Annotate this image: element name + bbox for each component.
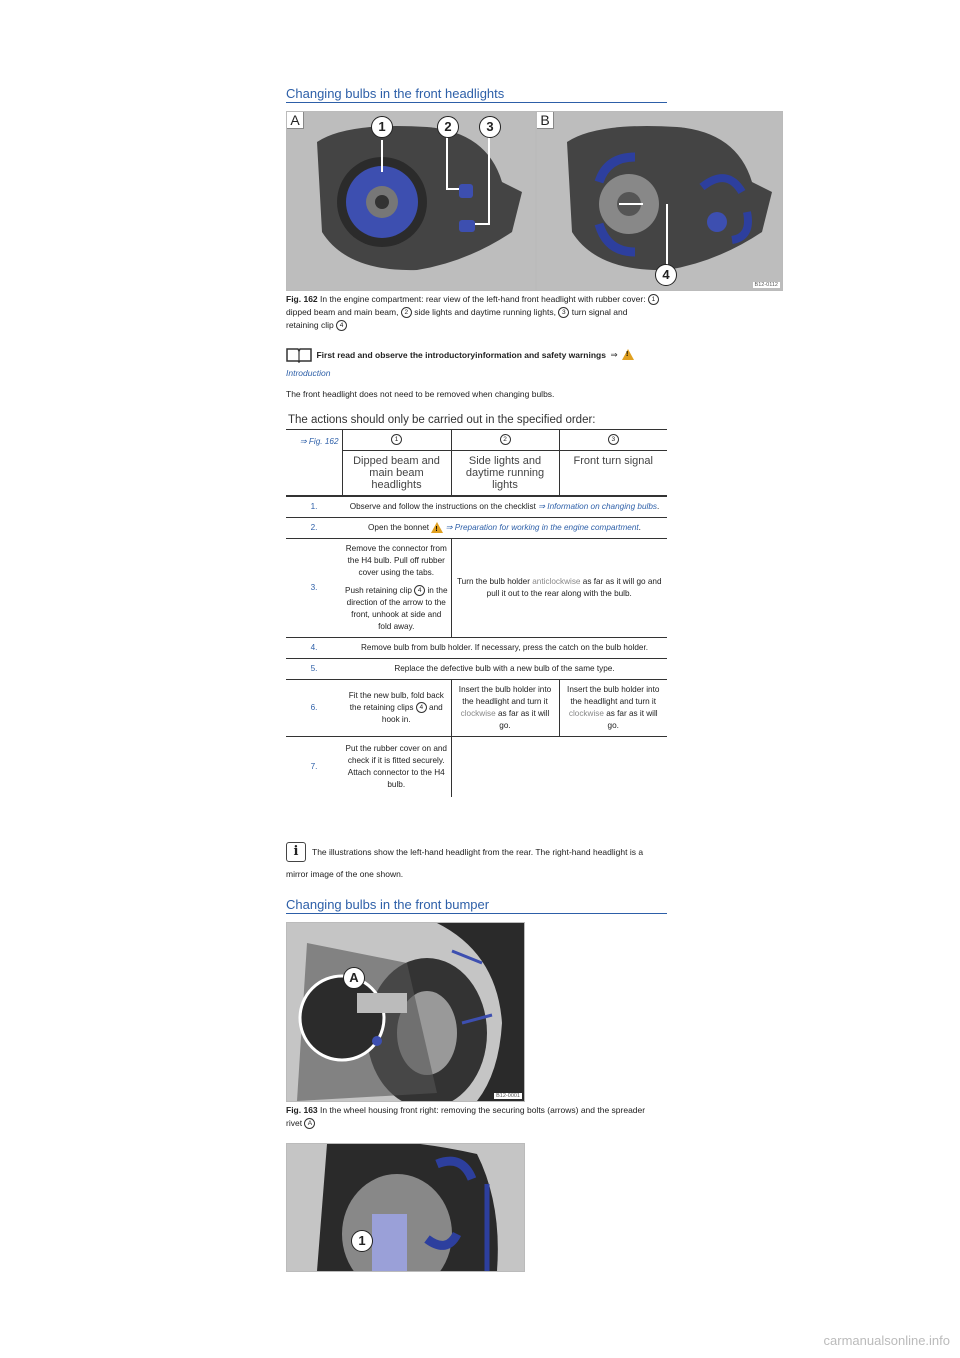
callout-2: 2 xyxy=(437,116,459,138)
table-row: 5. Replace the defective bulb with a new bulb of the same type. xyxy=(286,659,667,680)
table-row: 2. Open the bonnet ! ⇒ Preparation for working in the engine compartment. xyxy=(286,518,667,539)
steps-table xyxy=(286,430,667,797)
col-title-2: Side lights and daytime running lights xyxy=(451,451,559,497)
figure-code: B12-0001 xyxy=(496,1093,520,1099)
col-title-3: Front turn signal xyxy=(573,455,653,467)
section-title-bumper: Changing bulbs in the front bumper xyxy=(286,897,667,914)
figure-162-panel-b xyxy=(536,111,783,291)
notice-text: First read and observe the introductoryinformation and safety warnings xyxy=(316,349,606,360)
warning-triangle-icon: ! xyxy=(622,349,634,360)
table-row: 7. Put the rubber cover on and check if it is fitted securely. Attach connector to the H4 bulb. xyxy=(286,737,667,798)
table-row: 6. Fit the new bulb, fold back the retaining clips 4 and hook in. Insert the bulb holder into the headlight and turn it clockwise as far as it will go. Insert the bulb holder into the headlight and turn it clockwise as far as it will go. xyxy=(286,680,667,737)
headlight-rear-view-a xyxy=(287,112,535,290)
panel-letter-a: A xyxy=(287,112,304,129)
callout-a: A xyxy=(343,967,365,989)
table-row: 3. Remove the connector from the H4 bulb. Pull off rubber cover using the tabs. Push retaining clip 4 in the direction of the arrow to the front, unhook at side and fold away. Turn the bulb holder anticlockwise as far as it will go and pull it out to the rear along with the bulb. xyxy=(286,539,667,638)
watermark-footer: carmanualsonline.info xyxy=(823,1333,950,1348)
callout-1: 1 xyxy=(371,116,393,138)
table-row: 1. Observe and follow the instructions on the checklist ⇒ Information on changing bulbs. xyxy=(286,496,667,518)
figure-163-caption: Fig. 163 In the wheel housing front right: removing the securing bolts (arrows) and the spreader rivet A xyxy=(286,1105,646,1128)
wheel-housing-illustration xyxy=(287,923,524,1101)
col-num-2: 2 xyxy=(500,434,511,445)
figure-163 xyxy=(286,922,525,1102)
fig-ref-link[interactable]: ⇒ Fig. 162 xyxy=(299,437,339,446)
figure-162-panel-a xyxy=(286,111,536,291)
inline-callout-3: 3 xyxy=(558,307,569,318)
intro-paragraph: The front headlight does not need to be removed when changing bulbs. xyxy=(286,389,555,399)
fog-light-bulb-illustration xyxy=(287,1144,524,1271)
section-title-headlights: Changing bulbs in the front headlights xyxy=(286,86,667,103)
col-num-3: 3 xyxy=(608,434,619,445)
notice-block: First read and observe the introductoryinformation and safety warnings ⇒ ! Introduction xyxy=(286,346,676,378)
callout-4: 4 xyxy=(655,264,677,286)
checklist-link[interactable]: Information on changing bulbs xyxy=(547,502,657,511)
panel-letter-b: B xyxy=(537,112,554,129)
preparation-link[interactable]: Preparation for working in the engine compartment xyxy=(454,523,639,532)
col-num-1: 1 xyxy=(391,434,402,445)
figure-164 xyxy=(286,1143,525,1272)
warning-triangle-icon: ! xyxy=(431,522,443,533)
steps-table-wrapper xyxy=(286,429,667,797)
callout-3: 3 xyxy=(479,116,501,138)
inline-callout-2: 2 xyxy=(401,307,412,318)
table-heading: The actions should only be carried out in the specified order: xyxy=(288,414,596,426)
figure-162-caption: Fig. 162 In the engine compartment: rear view of the left-hand front headlight with rubber cover: 1 dipped beam and main beam, 2 side lights and daytime running lights, 3 turn signal and retaining clip 4 xyxy=(286,293,666,332)
headlight-rear-view-b xyxy=(537,112,782,290)
info-note: i The illustrations show the left-hand headlight from the rear. The right-hand headlight is a mirror image of the one shown. xyxy=(286,844,644,879)
callout-1b: 1 xyxy=(351,1230,373,1252)
info-icon: i xyxy=(286,842,306,862)
table-row: 4. Remove bulb from bulb holder. If necessary, press the catch on the bulb holder. xyxy=(286,638,667,659)
open-book-icon xyxy=(286,347,312,363)
col-title-1: Dipped beam and main beam headlights xyxy=(342,451,451,497)
introduction-link[interactable]: Introduction xyxy=(286,368,331,378)
inline-callout-4: 4 xyxy=(336,320,347,331)
inline-callout-1: 1 xyxy=(648,294,659,305)
figure-code: B12-0112 xyxy=(754,282,778,288)
inline-callout-a: A xyxy=(304,1118,315,1129)
